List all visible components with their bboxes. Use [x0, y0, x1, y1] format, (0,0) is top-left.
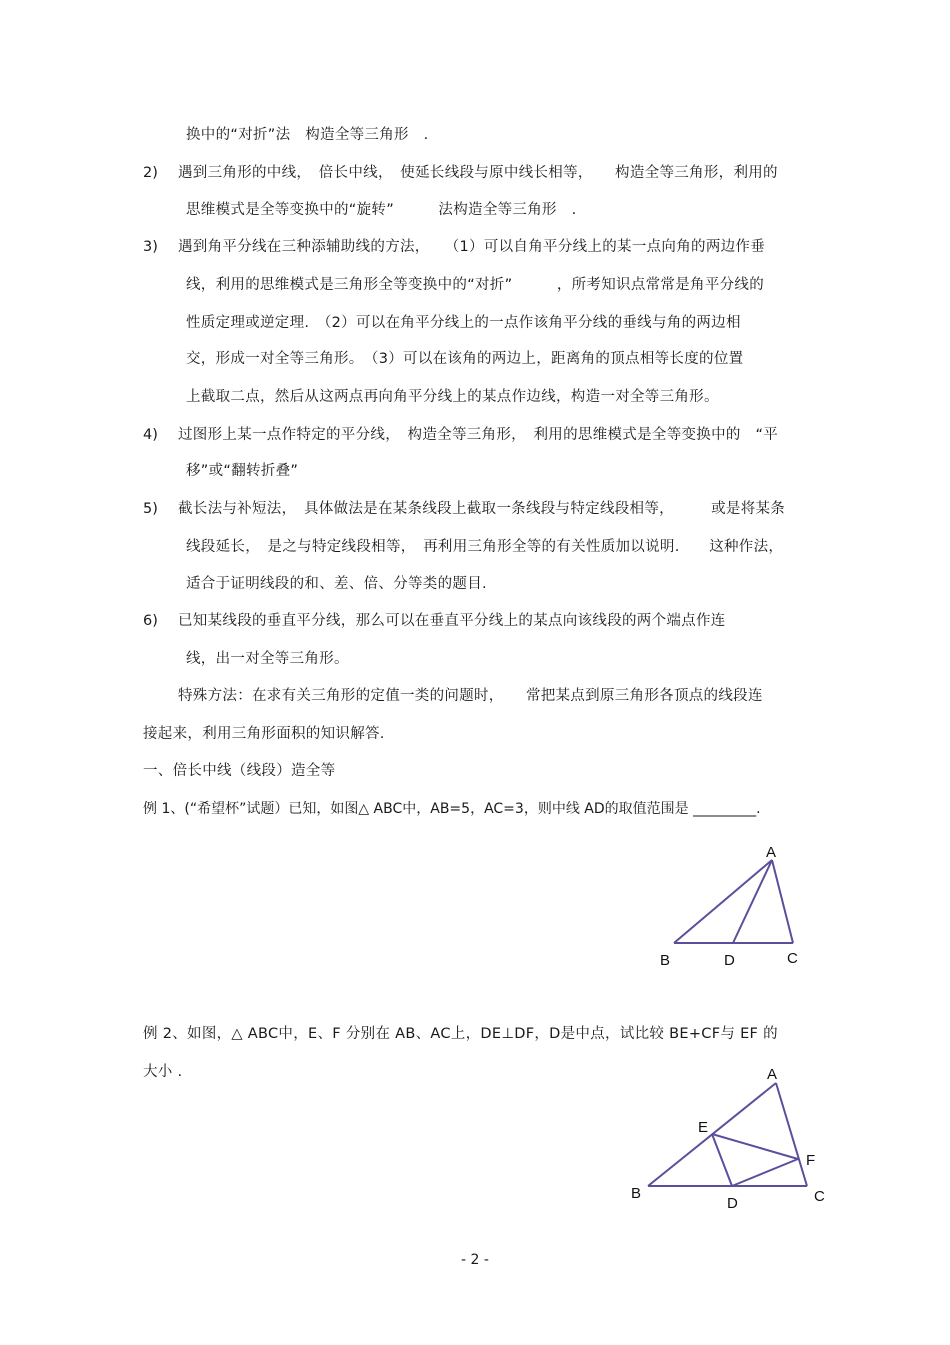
segment-ac [772, 860, 793, 943]
label-f: F [806, 1152, 816, 1169]
label-c: C [787, 950, 798, 967]
figure2-lines [648, 1083, 807, 1186]
label-b: B [631, 1185, 642, 1202]
list-number: 5) [143, 501, 158, 517]
section-heading: 一、倍长中线（线段）造全等 [143, 763, 336, 779]
figure-triangle-perpendicular [620, 1060, 835, 1215]
list-number: 4) [143, 427, 158, 443]
text-line: 换中的“对折”法 构造全等三角形 . [186, 127, 429, 143]
page-number: - 2 - [461, 1252, 489, 1268]
text-line: 适合于证明线段的和、差、倍、分等类的题目. [186, 576, 487, 592]
segment-ef [712, 1134, 798, 1159]
text-line: 特殊方法：在求有关三角形的定值一类的问题时， 常把某点到原三角形各顶点的线段连 [178, 688, 763, 704]
text-line: 上截取二点，然后从这两点再向角平分线上的某点作边线，构造一对全等三角形。 [186, 389, 719, 405]
figure1-lines [674, 860, 793, 943]
label-a: A [767, 1066, 778, 1083]
segment-ad [733, 860, 772, 943]
text-line: 过图形上某一点作特定的平分线， 构造全等三角形， 利用的思维模式是全等变换中的 “平 [178, 427, 779, 443]
text-line: 接起来，利用三角形面积的知识解答. [143, 726, 385, 742]
text-line: 交，形成一对全等三角形。 （3）可以在该角的两边上，距离角的顶点相等长度的位置 [186, 351, 744, 367]
segment-df [732, 1159, 798, 1186]
example-2-text: 例 2、如图，△ ABC中，E、F 分别在 AB、AC上，DE⊥DF，D是中点，试比较 BE+CF与 EF 的 [143, 1026, 778, 1042]
text-line: 思维模式是全等变换中的“旋转” 法构造全等三角形 . [186, 202, 577, 218]
label-d: D [727, 1195, 738, 1212]
label-c: C [814, 1188, 825, 1205]
label-d: D [724, 952, 735, 969]
text-line: 线，利用的思维模式是三角形全等变换中的“对折” ，所考知识点常常是角平分线的 [186, 277, 765, 293]
text-line: 截长法与补短法， 具体做法是在某条线段上截取一条线段与特定线段相等， 或是将某条 [178, 501, 786, 517]
list-number: 6) [143, 613, 158, 629]
label-a: A [766, 844, 777, 861]
list-number: 2) [143, 165, 158, 181]
label-b: B [660, 952, 671, 969]
text-line: 遇到三角形的中线， 倍长中线， 使延长线段与原中线长相等， 构造全等三角形，利用的 [178, 165, 778, 181]
list-number: 3) [143, 239, 158, 255]
text-line: 已知某线段的垂直平分线，那么可以在垂直平分线上的某点向该线段的两个端点作连 [178, 613, 726, 629]
segment-ac [776, 1083, 807, 1186]
text-line: 大小 . [143, 1064, 183, 1080]
segment-ed [712, 1134, 732, 1186]
figure-triangle-median [650, 838, 820, 973]
text-line: 移”或“翻转折叠” [186, 463, 299, 479]
text-line: 线段延长， 是之与特定线段相等， 再利用三角形全等的有关性质加以说明. 这种作法， [186, 539, 784, 555]
label-e: E [698, 1119, 709, 1136]
text-line: 遇到角平分线在三种添辅助线的方法， （1）可以自角平分线上的某一点向角的两边作垂 [178, 239, 766, 255]
example-1-text: 例 1、(“希望杯”试题）已知，如图△ ABC中，AB=5，AC=3，则中线 AD的取值范围是 _________. [143, 801, 761, 817]
segment-ab [674, 860, 772, 943]
text-line: 性质定理或逆定理. （2）可以在角平分线上的一点作该角平分线的垂线与角的两边相 [186, 315, 741, 331]
text-line: 线，出一对全等三角形。 [186, 651, 349, 667]
